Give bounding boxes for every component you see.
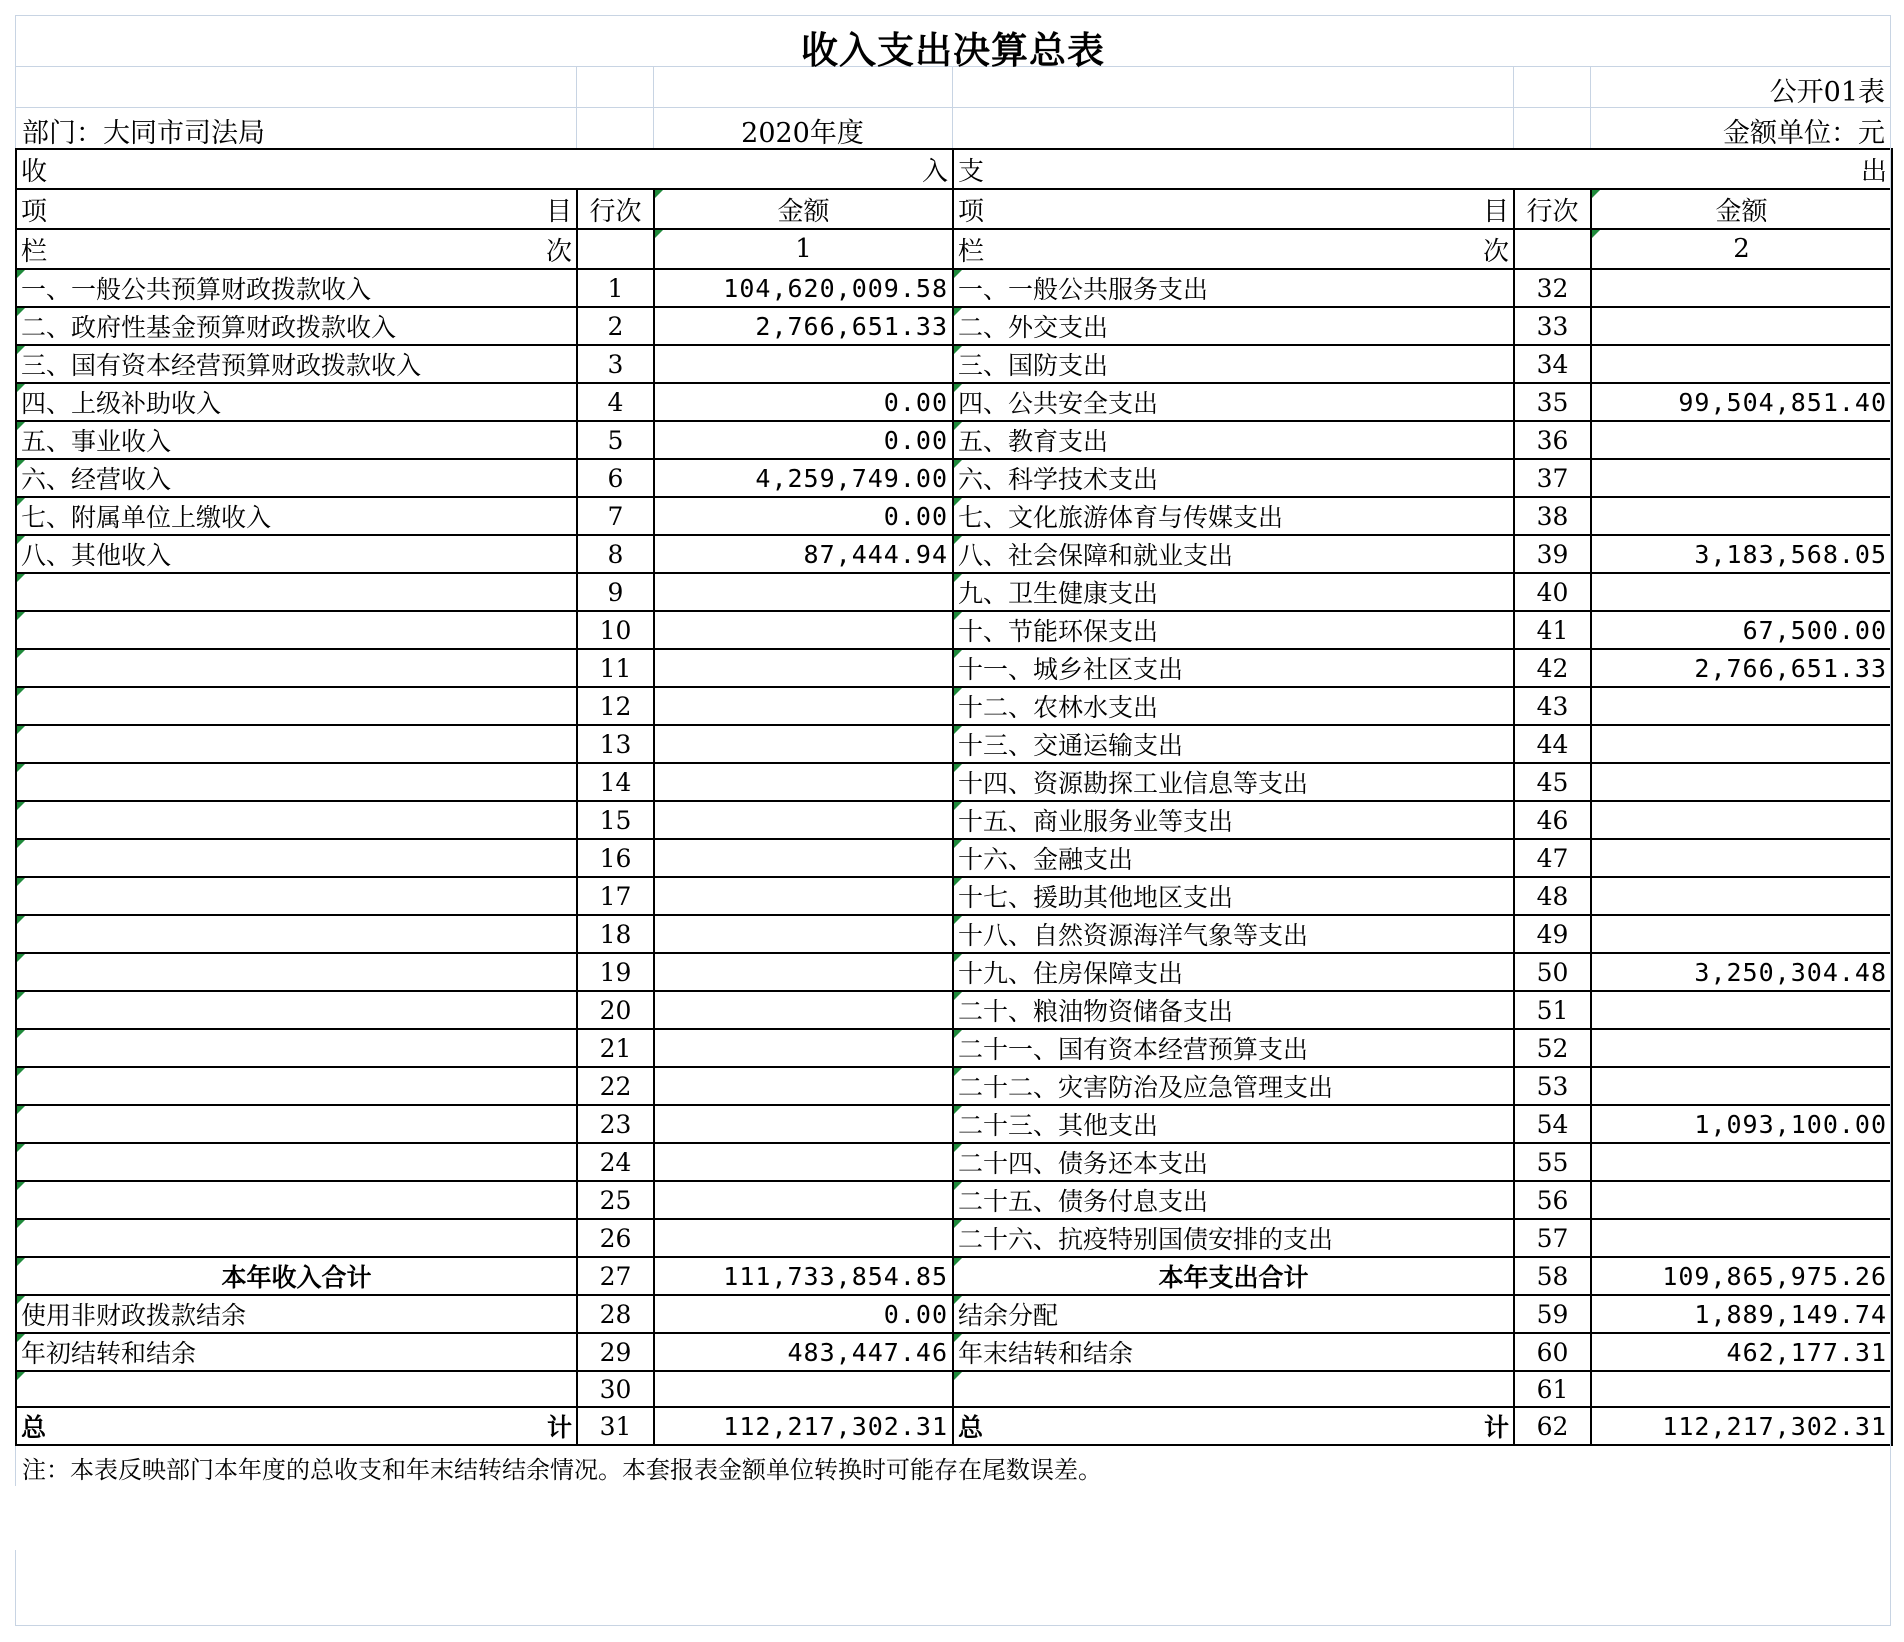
income-item (16, 573, 577, 611)
income-item (16, 877, 577, 915)
income-item (16, 1219, 577, 1257)
income-row-number: 5 (577, 421, 654, 459)
income-row-number: 3 (577, 345, 654, 383)
income-col-index: 1 (654, 229, 953, 269)
income-row-number: 11 (577, 649, 654, 687)
expense-amount (1591, 1029, 1892, 1067)
table-row (16, 991, 1892, 1029)
gridline (1890, 15, 1891, 1625)
expense-row-number: 47 (1514, 839, 1591, 877)
income-item (16, 953, 577, 991)
income-row-number: 4 (577, 383, 654, 421)
column-index-row (16, 229, 1892, 269)
col-label-right: 次 (1483, 236, 1510, 267)
column-header-row (16, 189, 1892, 229)
expense-item (953, 1371, 1514, 1407)
expense-item: 十一、城乡社区支出 (953, 649, 1514, 687)
grand-total-row (16, 1407, 1892, 1445)
income-amount: 2,766,651.33 (654, 307, 953, 345)
table-row (16, 497, 1892, 535)
expense-amount: 1,093,100.00 (1591, 1105, 1892, 1143)
expense-row-number: 51 (1514, 991, 1591, 1029)
expense-row-number: 36 (1514, 421, 1591, 459)
expense-total-row-number: 58 (1514, 1257, 1591, 1295)
grand-total-right: 计 (546, 1413, 572, 1442)
income-item: 使用非财政拨款结余 (16, 1295, 577, 1333)
income-amount: 0.00 (654, 383, 953, 421)
expense-col-index: 2 (1591, 229, 1892, 269)
table-row (16, 1295, 1892, 1333)
income-item (16, 649, 577, 687)
expense-item: 四、公共安全支出 (953, 383, 1514, 421)
expense-item: 二十一、国有资本经营预算支出 (953, 1029, 1514, 1067)
income-item (16, 915, 577, 953)
expense-item: 五、教育支出 (953, 421, 1514, 459)
income-grand-total-row-number: 31 (577, 1407, 654, 1445)
expense-col-index-blank (1514, 229, 1591, 269)
table-row (16, 763, 1892, 801)
expense-row-number: 56 (1514, 1181, 1591, 1219)
income-row-number: 13 (577, 725, 654, 763)
expense-item: 十七、援助其他地区支出 (953, 877, 1514, 915)
col-label-right: 次 (545, 236, 572, 267)
form-number: 公开01表 (1769, 77, 1885, 108)
expense-amount (1591, 1143, 1892, 1181)
income-item (16, 1029, 577, 1067)
income-row-number: 29 (577, 1333, 654, 1371)
income-amount: 0.00 (654, 497, 953, 535)
expense-item: 年末结转和结余 (953, 1333, 1514, 1371)
table-row (16, 535, 1892, 573)
income-amount (654, 1105, 953, 1143)
income-amount: 0.00 (654, 421, 953, 459)
income-amount: 0.00 (654, 1295, 953, 1333)
income-item: 一、一般公共预算财政拨款收入 (16, 269, 577, 307)
gridline (1513, 108, 1514, 148)
expense-amount (1591, 991, 1892, 1029)
expense-item: 十四、资源勘探工业信息等支出 (953, 763, 1514, 801)
expense-row-number: 60 (1514, 1333, 1591, 1371)
income-amount: 4,259,749.00 (654, 459, 953, 497)
income-item (16, 611, 577, 649)
income-row-number: 12 (577, 687, 654, 725)
table-row (16, 1105, 1892, 1143)
expense-amount (1591, 573, 1892, 611)
annual-total-row (16, 1257, 1892, 1295)
income-total-label: 本年收入合计 (16, 1257, 577, 1295)
expense-item: 二、外交支出 (953, 307, 1514, 345)
income-row-number: 19 (577, 953, 654, 991)
income-row-number: 1 (577, 269, 654, 307)
expense-col-index-label (953, 229, 1514, 269)
income-row-number: 21 (577, 1029, 654, 1067)
expense-item: 十九、住房保障支出 (953, 953, 1514, 991)
gridline (1590, 67, 1591, 107)
expense-row-number: 41 (1514, 611, 1591, 649)
grand-total-left: 总 (21, 1413, 47, 1442)
expense-grand-total-label (953, 1407, 1514, 1445)
income-amount (654, 687, 953, 725)
table-row (16, 1219, 1892, 1257)
income-row-number: 28 (577, 1295, 654, 1333)
gridline (15, 1625, 1891, 1626)
income-row-number: 9 (577, 573, 654, 611)
income-row-number: 2 (577, 307, 654, 345)
table-row (16, 1333, 1892, 1371)
table-row (16, 687, 1892, 725)
income-grand-total-amount: 112,217,302.31 (654, 1407, 953, 1445)
expense-amount (1591, 307, 1892, 345)
table-row (16, 459, 1892, 497)
table-row (16, 953, 1892, 991)
income-amount (654, 839, 953, 877)
table-row (16, 801, 1892, 839)
expense-row-number: 57 (1514, 1219, 1591, 1257)
income-amount (654, 1067, 953, 1105)
table-row (16, 269, 1892, 307)
expense-row-number: 32 (1514, 269, 1591, 307)
table-row (16, 649, 1892, 687)
gridline (952, 108, 953, 148)
expense-item: 六、科学技术支出 (953, 459, 1514, 497)
expense-item: 九、卫生健康支出 (953, 573, 1514, 611)
income-item (16, 763, 577, 801)
income-amount (654, 1219, 953, 1257)
expense-item: 二十三、其他支出 (953, 1105, 1514, 1143)
income-item (16, 1067, 577, 1105)
expense-row-number: 40 (1514, 573, 1591, 611)
expense-amount (1591, 269, 1892, 307)
income-grand-total-label (16, 1407, 577, 1445)
expense-header-right: 出 (1861, 156, 1888, 187)
income-row-number: 14 (577, 763, 654, 801)
expense-grand-total-amount: 112,217,302.31 (1591, 1407, 1892, 1445)
expense-row-number: 46 (1514, 801, 1591, 839)
expense-row-number: 44 (1514, 725, 1591, 763)
expense-row-number: 38 (1514, 497, 1591, 535)
expense-amount (1591, 421, 1892, 459)
income-row-number: 10 (577, 611, 654, 649)
gridline (576, 108, 577, 148)
income-amount (654, 763, 953, 801)
title-row (15, 15, 1891, 72)
income-row-number: 6 (577, 459, 654, 497)
income-amount-header: 金额 (654, 189, 953, 229)
expense-amount (1591, 877, 1892, 915)
expense-amount (1591, 801, 1892, 839)
footnote-row (15, 1446, 1891, 1486)
expense-amount (1591, 1067, 1892, 1105)
income-item (16, 1371, 577, 1407)
expense-amount (1591, 1219, 1892, 1257)
gridline (576, 67, 577, 107)
income-amount: 87,444.94 (654, 535, 953, 573)
income-row-number: 22 (577, 1067, 654, 1105)
expense-amount (1591, 497, 1892, 535)
income-item-header (16, 189, 577, 229)
expense-amount (1591, 1181, 1892, 1219)
income-row-number: 17 (577, 877, 654, 915)
table-row (16, 1181, 1892, 1219)
income-row-number: 25 (577, 1181, 654, 1219)
income-total-amount: 111,733,854.85 (654, 1257, 953, 1295)
expense-item: 二十六、抗疫特别国债安排的支出 (953, 1219, 1514, 1257)
table-row (16, 345, 1892, 383)
expense-total-label: 本年支出合计 (953, 1257, 1514, 1295)
expense-item: 二十、粮油物资储备支出 (953, 991, 1514, 1029)
income-item: 七、附属单位上缴收入 (16, 497, 577, 535)
expense-item: 十、节能环保支出 (953, 611, 1514, 649)
grand-total-right: 计 (1484, 1413, 1510, 1442)
expense-item: 三、国防支出 (953, 345, 1514, 383)
expense-row-number: 45 (1514, 763, 1591, 801)
item-header-right: 目 (1483, 196, 1510, 227)
income-col-index-label (16, 229, 577, 269)
expense-row-number: 37 (1514, 459, 1591, 497)
income-item (16, 839, 577, 877)
income-amount: 104,620,009.58 (654, 269, 953, 307)
footnote: 注：本表反映部门本年度的总收支和年末结转结余情况。本套报表金额单位转换时可能存在尾数误差。 (22, 1456, 1102, 1484)
income-amount (654, 991, 953, 1029)
table-row (16, 421, 1892, 459)
income-item: 二、政府性基金预算财政拨款收入 (16, 307, 577, 345)
department-label: 部门：大同市司法局 (22, 118, 265, 149)
expense-row-number: 49 (1514, 915, 1591, 953)
expense-item: 二十四、债务还本支出 (953, 1143, 1514, 1181)
item-header-left: 项 (958, 196, 985, 227)
expense-item: 七、文化旅游体育与传媒支出 (953, 497, 1514, 535)
expense-amount (1591, 345, 1892, 383)
expense-item: 二十五、债务付息支出 (953, 1181, 1514, 1219)
expense-header-left: 支 (958, 156, 985, 187)
expense-amount (1591, 839, 1892, 877)
expense-amount-header: 金额 (1591, 189, 1892, 229)
income-amount (654, 877, 953, 915)
expense-amount: 2,766,651.33 (1591, 649, 1892, 687)
income-row-number: 30 (577, 1371, 654, 1407)
col-label-left: 栏 (21, 236, 48, 267)
expense-item: 结余分配 (953, 1295, 1514, 1333)
income-row-number: 7 (577, 497, 654, 535)
income-item: 年初结转和结余 (16, 1333, 577, 1371)
expense-item: 二十二、灾害防治及应急管理支出 (953, 1067, 1514, 1105)
income-amount (654, 725, 953, 763)
income-row-number: 20 (577, 991, 654, 1029)
expense-row-number: 52 (1514, 1029, 1591, 1067)
expense-row-number: 59 (1514, 1295, 1591, 1333)
form-number-row (15, 67, 1891, 108)
expense-row-number: 35 (1514, 383, 1591, 421)
expense-section-header (953, 149, 1892, 189)
expense-item: 十八、自然资源海洋气象等支出 (953, 915, 1514, 953)
table-row (16, 1143, 1892, 1181)
expense-row-number: 48 (1514, 877, 1591, 915)
expense-item: 八、社会保障和就业支出 (953, 535, 1514, 573)
income-item (16, 687, 577, 725)
gridline (15, 1550, 16, 1625)
expense-amount (1591, 687, 1892, 725)
table-row (16, 1371, 1892, 1407)
expense-amount: 1,889,149.74 (1591, 1295, 1892, 1333)
income-item (16, 1181, 577, 1219)
expense-amount (1591, 1371, 1892, 1407)
expense-amount (1591, 915, 1892, 953)
expense-row-no-header: 行次 (1514, 189, 1591, 229)
fiscal-year: 2020年度 (741, 118, 864, 149)
income-item: 八、其他收入 (16, 535, 577, 573)
expense-amount: 3,183,568.05 (1591, 535, 1892, 573)
expense-grand-total-row-number: 62 (1514, 1407, 1591, 1445)
expense-row-number: 50 (1514, 953, 1591, 991)
table-row (16, 877, 1892, 915)
income-row-number: 26 (577, 1219, 654, 1257)
gridline (1513, 67, 1514, 107)
income-item: 四、上级补助收入 (16, 383, 577, 421)
income-item: 五、事业收入 (16, 421, 577, 459)
currency-unit: 金额单位：元 (1723, 118, 1885, 149)
expense-amount (1591, 459, 1892, 497)
income-item: 三、国有资本经营预算财政拨款收入 (16, 345, 577, 383)
expense-row-number: 34 (1514, 345, 1591, 383)
income-amount (654, 953, 953, 991)
income-item (16, 1105, 577, 1143)
income-row-no-header: 行次 (577, 189, 654, 229)
income-section-header (16, 149, 953, 189)
income-total-row-number: 27 (577, 1257, 654, 1295)
income-amount (654, 1143, 953, 1181)
income-amount (654, 1181, 953, 1219)
gridline (1590, 108, 1591, 148)
income-item (16, 725, 577, 763)
income-header-left: 收 (21, 156, 48, 187)
income-row-number: 24 (577, 1143, 654, 1181)
expense-row-number: 61 (1514, 1371, 1591, 1407)
income-amount (654, 1029, 953, 1067)
income-item: 六、经营收入 (16, 459, 577, 497)
department-row (15, 108, 1891, 148)
income-amount (654, 801, 953, 839)
expense-row-number: 54 (1514, 1105, 1591, 1143)
gridline (952, 67, 953, 107)
income-row-number: 15 (577, 801, 654, 839)
income-item (16, 1143, 577, 1181)
grand-total-left: 总 (958, 1413, 984, 1442)
expense-amount: 3,250,304.48 (1591, 953, 1892, 991)
expense-amount: 67,500.00 (1591, 611, 1892, 649)
income-row-number: 23 (577, 1105, 654, 1143)
table-row (16, 307, 1892, 345)
expense-total-amount: 109,865,975.26 (1591, 1257, 1892, 1295)
table-row (16, 1067, 1892, 1105)
gridline (653, 67, 654, 107)
item-header-left: 项 (21, 196, 48, 227)
expense-item: 十二、农林水支出 (953, 687, 1514, 725)
table-row (16, 915, 1892, 953)
spreadsheet (15, 15, 1891, 1486)
income-amount (654, 573, 953, 611)
income-row-number: 16 (577, 839, 654, 877)
income-amount (654, 915, 953, 953)
table-row (16, 1029, 1892, 1067)
table-row (16, 839, 1892, 877)
table-row (16, 611, 1892, 649)
income-amount (654, 1371, 953, 1407)
item-header-right: 目 (545, 196, 572, 227)
expense-row-number: 39 (1514, 535, 1591, 573)
expense-amount: 99,504,851.40 (1591, 383, 1892, 421)
income-item (16, 991, 577, 1029)
expense-item: 十五、商业服务业等支出 (953, 801, 1514, 839)
expense-row-number: 55 (1514, 1143, 1591, 1181)
expense-item: 一、一般公共服务支出 (953, 269, 1514, 307)
table-row (16, 725, 1892, 763)
income-item (16, 801, 577, 839)
income-amount (654, 649, 953, 687)
col-label-left: 栏 (958, 236, 985, 267)
income-row-number: 8 (577, 535, 654, 573)
income-expense-table (15, 148, 1893, 1446)
table-row (16, 383, 1892, 421)
income-amount (654, 345, 953, 383)
income-amount: 483,447.46 (654, 1333, 953, 1371)
expense-item: 十三、交通运输支出 (953, 725, 1514, 763)
expense-item: 十六、金融支出 (953, 839, 1514, 877)
section-header-row (16, 149, 1892, 189)
table-row (16, 573, 1892, 611)
expense-row-number: 42 (1514, 649, 1591, 687)
income-col-index-blank (577, 229, 654, 269)
expense-amount: 462,177.31 (1591, 1333, 1892, 1371)
expense-row-number: 33 (1514, 307, 1591, 345)
income-header-right: 入 (922, 156, 949, 187)
expense-amount (1591, 763, 1892, 801)
expense-row-number: 43 (1514, 687, 1591, 725)
income-amount (654, 611, 953, 649)
expense-item-header (953, 189, 1514, 229)
expense-amount (1591, 725, 1892, 763)
expense-row-number: 53 (1514, 1067, 1591, 1105)
page-title: 收入支出决算总表 (801, 29, 1105, 72)
income-row-number: 18 (577, 915, 654, 953)
